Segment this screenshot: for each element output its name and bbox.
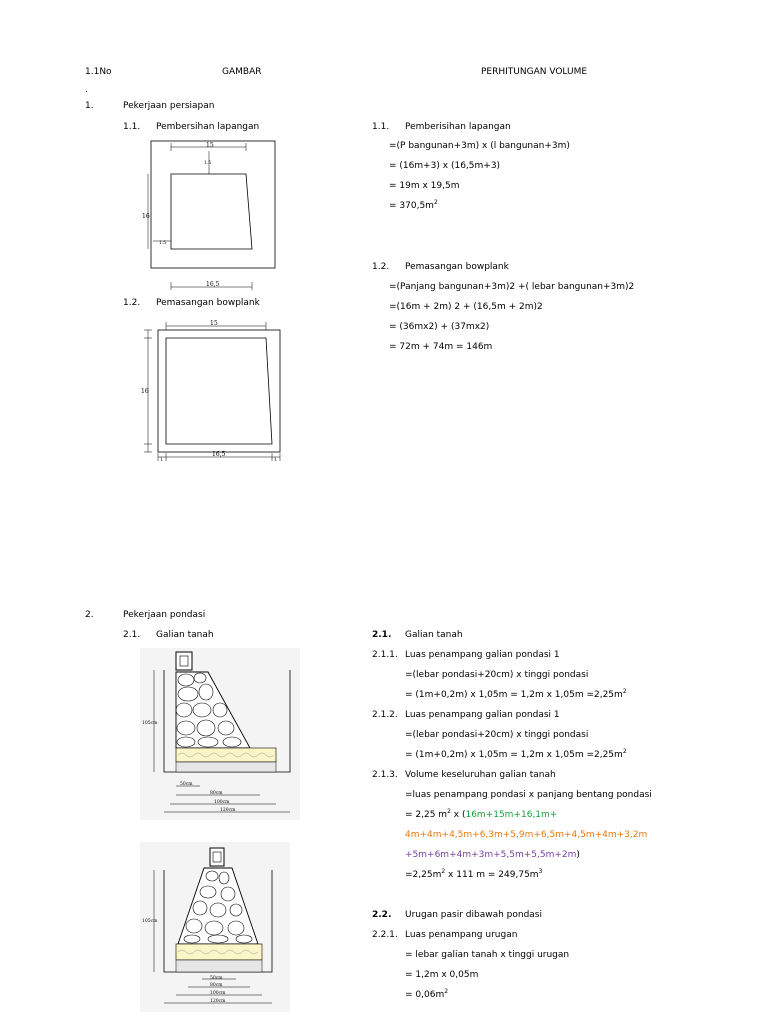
fig2-small-right: 1 [274,458,277,463]
calc-1-1-line-1: =(P bangunan+3m) x (l bangunan+3m) [389,141,570,151]
calc-2-1-2-line-2: = (1m+0,2m) x 1,05m = 1,2m x $1,05m =2,25m^2$ [405,748,627,760]
calc-2-2-1-line-1: = lebar galian tanah x tinggi urugan [405,950,570,960]
calc-1-2-line-1: =(Panjang bangunan+3m)2 +( lebar bangunan+3m)2 [389,282,635,292]
fig4-height-label: 105cm [142,919,158,924]
calc-1-2-line-4: = 72m + 74m = 146m [389,342,493,352]
fig1-top-dim: 15 [206,142,214,149]
fig4-dim-100: 100cm [210,991,226,996]
fig3-dim-120: 120cm [220,808,236,813]
figure-galian-pondasi-1 [140,648,300,820]
header-no: 1.1No [85,67,112,77]
calc-2-1-2-label: Luas penampang galian pondasi 1 [405,710,560,720]
calc-1-2-line-3: = (36mx2) + (37mx2) [389,322,490,332]
calc-2-1-3-line-1: =luas penampang pondasi x panjang bentang pondasi [405,790,652,800]
calc-2-2-1-line-2: = 1,2m x 0,05m [405,970,479,980]
calc-2-1-3-line-2: = 2,25 $m^2$ x (16m+15m+16,1m+ [405,808,558,820]
right-heading-2-1-number: 2.1. [372,630,392,640]
left-item-2-1-label: Galian tanah [156,630,214,640]
figure-galian-pondasi-2 [140,842,290,1012]
fig3-dim-80: 80cm [210,791,223,796]
calc-1-1-line-4: = $370,5m^2$ [389,199,438,211]
fig1-bottom-dim: 16,5 [206,281,220,288]
fig3-dim-50: 50cm [180,782,193,787]
fig4-dim-80: 80cm [210,983,223,988]
right-item-1-2-number: 1.2. [372,262,390,272]
section2-title: Pekerjaan pondasi [123,610,206,620]
right-heading-2-2-number: 2.2. [372,910,392,920]
fig2-bottom-dim: 16,5 [212,451,226,458]
right-item-1-1-number: 1.1. [372,122,390,132]
calc-2-1-1-line-2: = (1m+0,2m) x 1,05m = 1,2m x $1,05m =2,25m^2$ [405,688,627,700]
calc-2-1-3-label: Volume keseluruhan galian tanah [405,770,556,780]
left-item-1-1-label: Pembersihan lapangan [156,122,260,132]
calc-2-2-1-line-3: = $0,06m^2$ [405,988,449,1000]
calc-2-1-2-number: 2.1.2. [372,710,398,720]
left-item-1-2-number: 1.2. [123,298,141,308]
header-gambar: GAMBAR [222,67,262,77]
figure-pemasangan-bowplank [138,318,288,468]
calc-2-2-1-number: 2.2.1. [372,930,398,940]
calc-2-1-3-line-4: +5m+6m+4m+3m+5,5m+5,5m+2m) [405,850,580,860]
header-perhitungan: PERHITUNGAN VOLUME [481,67,588,77]
calc-2-1-3-line-3: 4m+4m+4,5m+6,3m+5,9m+6,5m+4,5m+4m+3,2m [405,830,648,840]
fig4-dim-50: 50cm [210,976,223,981]
header-dot: . [85,85,88,95]
calc-2-1-1-line-1: =(lebar pondasi+20cm) x tinggi pondasi [405,670,589,680]
fig3-dim-100: 100cm [214,800,230,805]
right-item-1-2-label: Pemasangan bowplank [405,262,509,272]
calc-2-1-1-label: Luas penampang galian pondasi 1 [405,650,560,660]
calc-2-1-3-line-5: $=2,25m^2$ x 111 $m = 249,75m^3$ [405,868,543,880]
fig2-top-dim: 15 [210,320,218,327]
right-heading-2-1-label: Galian tanah [405,630,463,640]
fig4-dim-120: 120cm [210,999,226,1004]
calc-2-1-1-number: 2.1.1. [372,650,398,660]
section2-number: 2. [85,610,94,620]
fig1-left-dim: 16 [142,213,150,220]
calc-1-1-line-3: = 19m x 19,5m [389,181,460,191]
right-item-1-1-label: Pemberisihan lapangan [405,122,511,132]
fig2-left-dim: 16 [141,388,149,395]
calc-1-2-line-2: =(16m + 2m) 2 + (16,5m + 2m)2 [389,302,543,312]
calc-2-1-2-line-1: =(lebar pondasi+20cm) x tinggi pondasi [405,730,589,740]
left-item-1-2-label: Pemasangan bowplank [156,298,260,308]
left-item-1-1-number: 1.1. [123,122,141,132]
left-item-2-1-number: 2.1. [123,630,141,640]
section1-title: Pekerjaan persiapan [123,101,215,111]
calc-1-1-line-2: = (16m+3) x (16,5m+3) [389,161,501,171]
section1-number: 1. [85,101,94,111]
fig2-small-left: 1 [160,458,163,463]
calc-2-2-1-label: Luas penampang urugan [405,930,518,940]
fig3-height-label: 105cm [142,721,158,726]
fig1-top-gap: 1.5 [204,161,212,166]
right-heading-2-2-label: Urugan pasir dibawah pondasi [405,910,542,920]
fig1-left-gap: 1.5 [159,241,167,246]
figure-pembersihan-lapangan [140,138,290,293]
calc-2-1-3-number: 2.1.3. [372,770,398,780]
